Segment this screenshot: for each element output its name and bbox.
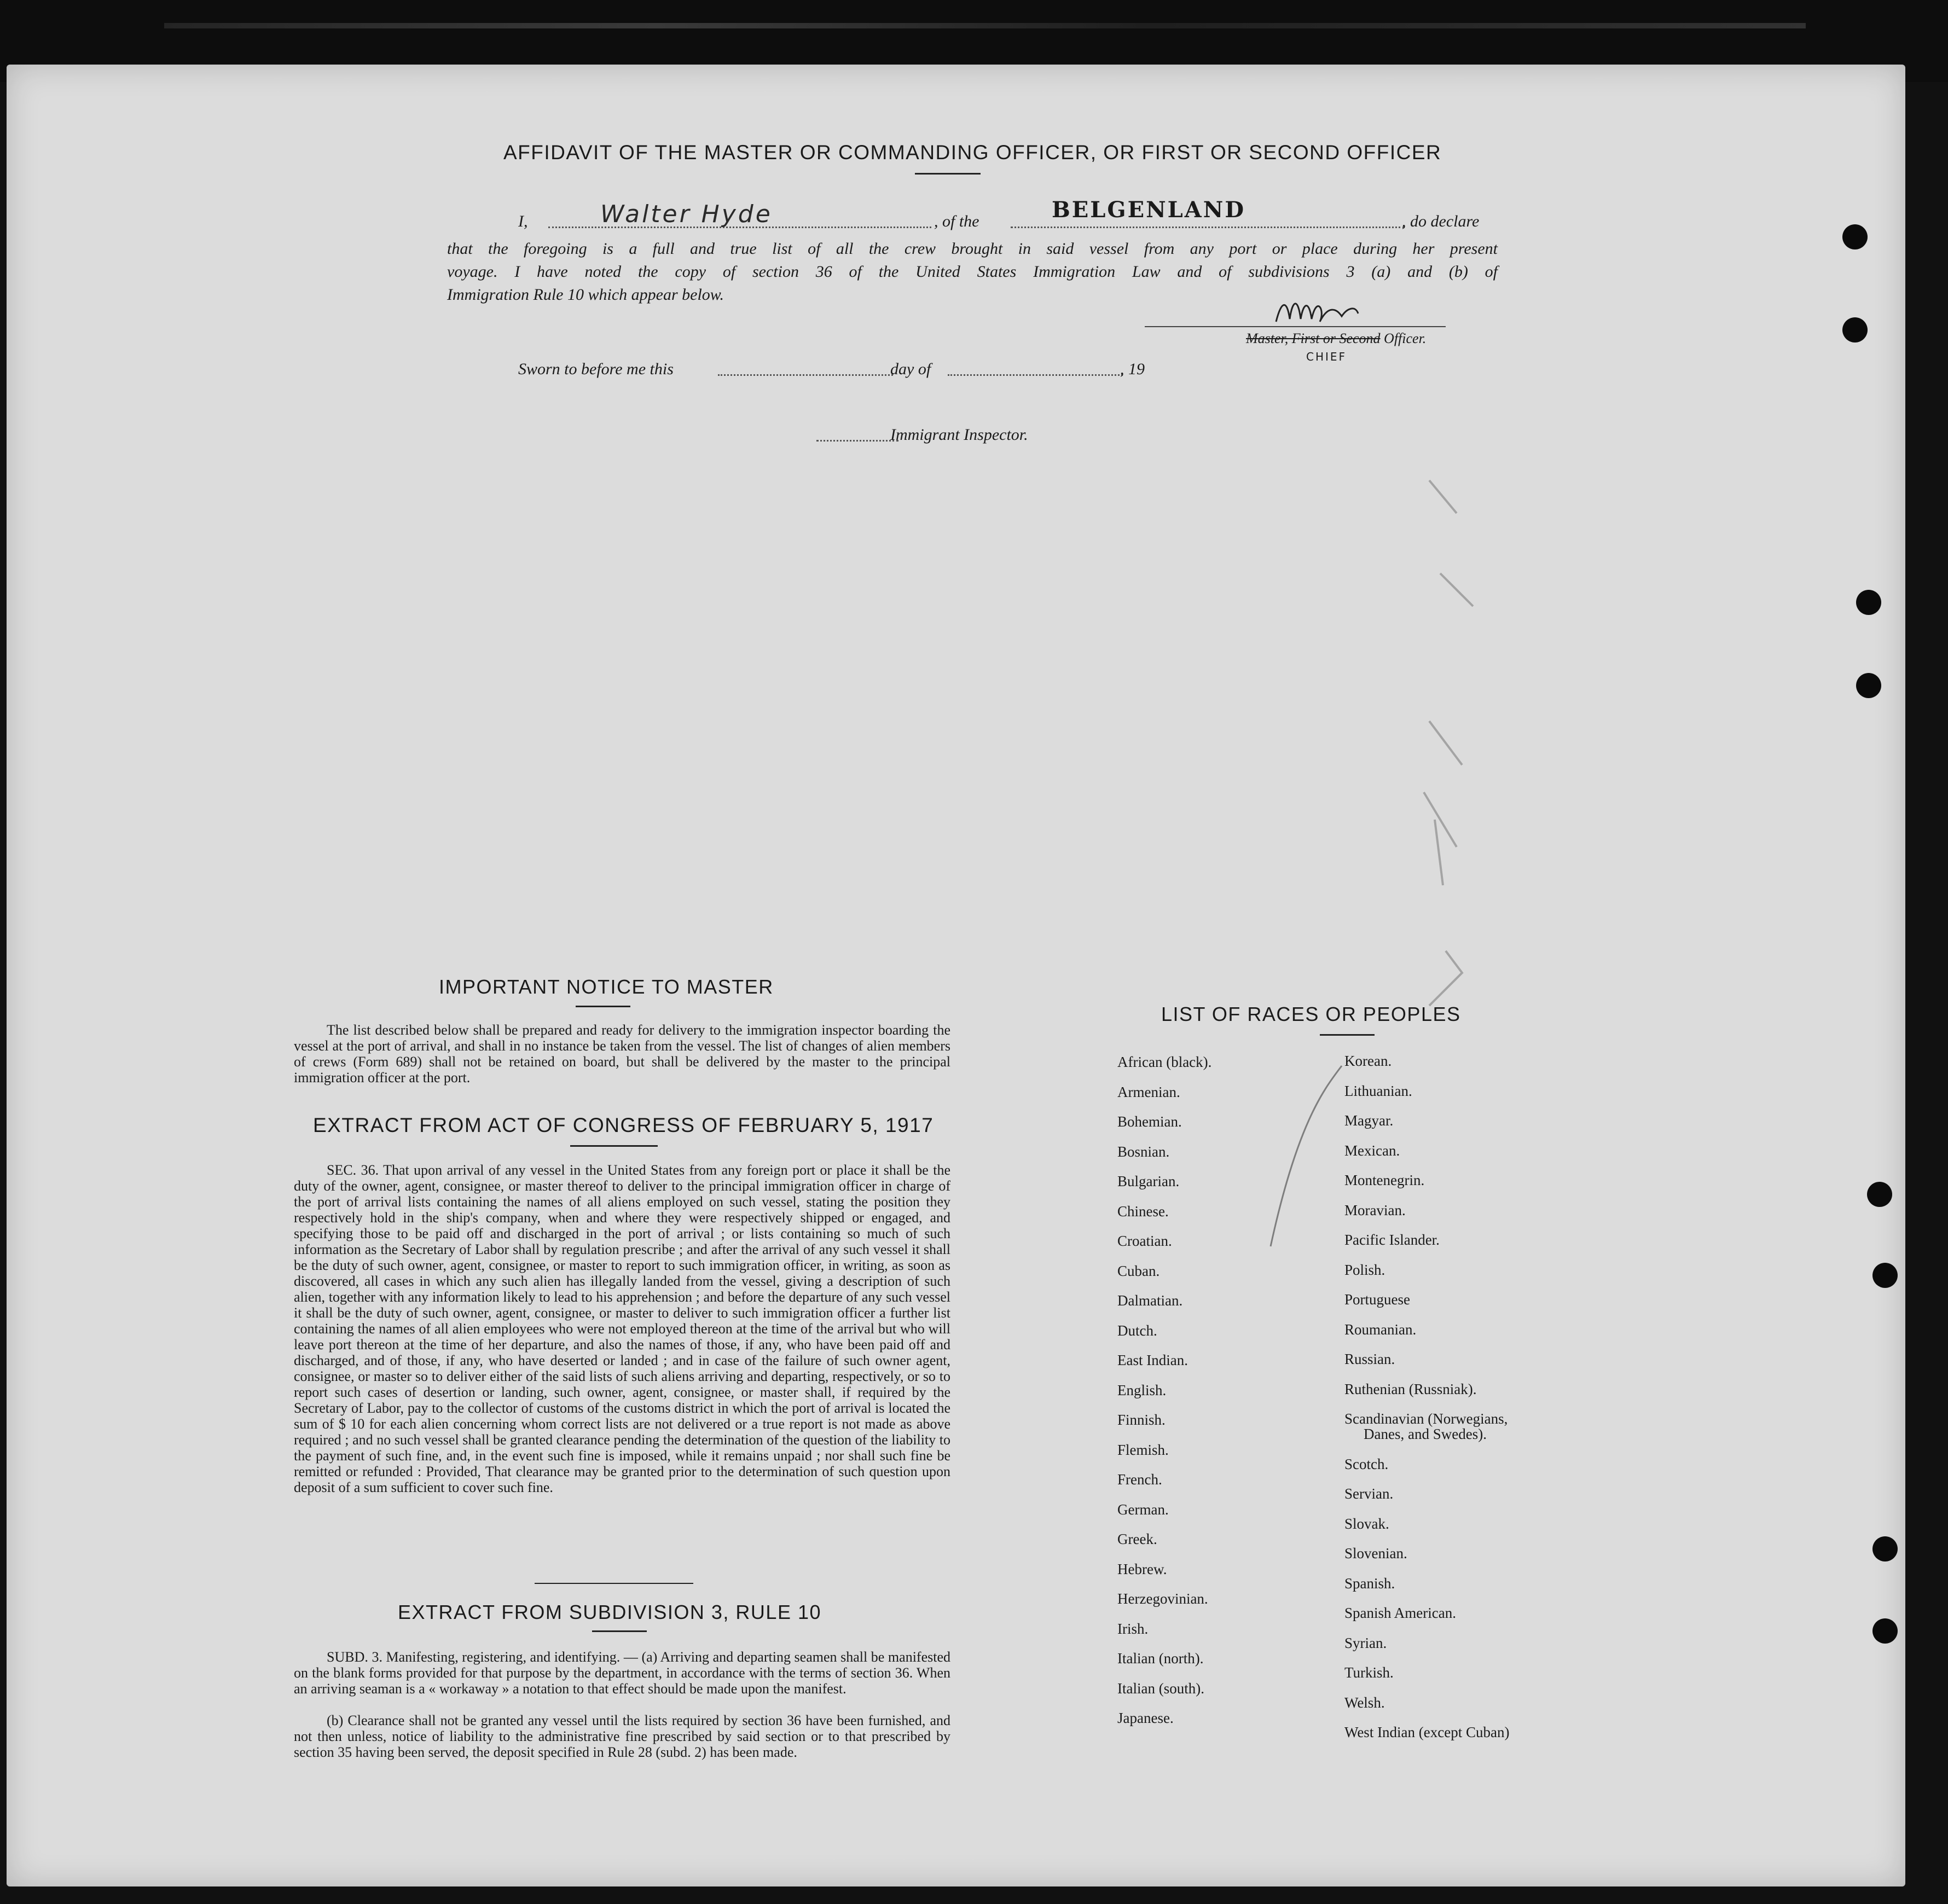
sworn-day-line — [718, 374, 893, 376]
race-item: Servian. — [1344, 1485, 1394, 1502]
race-item: Irish. — [1117, 1620, 1149, 1637]
day-of-label: day of — [890, 360, 931, 378]
race-item: Mexican. — [1344, 1142, 1400, 1159]
pencil-marks — [1347, 469, 1489, 1017]
rule-title: EXTRACT FROM SUBDIVISION 3, RULE 10 — [398, 1601, 821, 1623]
race-item: Hebrew. — [1117, 1560, 1167, 1577]
do-declare-label: , do declare — [1402, 212, 1480, 230]
notice-title: IMPORTANT NOTICE TO MASTER — [439, 976, 774, 998]
act-rule — [570, 1145, 658, 1147]
race-item: East Indian. — [1117, 1352, 1188, 1368]
of-the-label: , of the — [934, 212, 979, 230]
race-item: Danes, and Swedes). — [1364, 1426, 1487, 1442]
notice-rule — [576, 1006, 630, 1007]
race-item: Bosnian. — [1117, 1143, 1170, 1160]
race-item: Spanish American. — [1344, 1605, 1456, 1621]
document-page — [7, 65, 1905, 1886]
affidavit-line-3: voyage. I have noted the copy of section 36 of the United States Immigration Law and of subdivisions 3 (a) and (b) of — [447, 263, 1498, 281]
inspector-line — [816, 440, 898, 442]
races-rule — [1320, 1034, 1375, 1036]
race-item: Moravian. — [1344, 1201, 1406, 1218]
handwritten-rank: CHIEF — [1306, 350, 1347, 363]
race-item: Scandinavian (Norwegians, — [1344, 1410, 1508, 1427]
race-item: Slovenian. — [1344, 1545, 1407, 1561]
binder-hole — [1842, 317, 1868, 343]
race-item: Dalmatian. — [1117, 1292, 1183, 1309]
vessel-name-stamp: BELGENLAND — [1052, 197, 1246, 223]
race-item: West Indian (except Cuban) — [1344, 1724, 1510, 1740]
act-end-rule — [535, 1583, 693, 1584]
race-item: Flemish. — [1117, 1441, 1169, 1458]
race-item: Syrian. — [1344, 1634, 1387, 1651]
race-item: Korean. — [1344, 1053, 1392, 1069]
race-item: Croatian. — [1117, 1233, 1172, 1249]
struck-title: Master, First or Second — [1246, 330, 1381, 346]
rule-para-b: (b) Clearance shall not be granted any vessel until the lists required by section 36 have been furnished, and not then unless, notice of liability to the administrative fine prescribed by said section or to that prescribed by section 35 having been served, the deposit specified in Rule 28 (subd. 2) has been made. — [294, 1713, 950, 1760]
pencil-stroke — [1260, 1055, 1358, 1263]
race-item: Finnish. — [1117, 1412, 1166, 1428]
sworn-label: Sworn to before me this — [518, 360, 674, 378]
binder-hole — [1872, 1618, 1898, 1644]
race-item: Ruthenian (Russniak). — [1344, 1380, 1477, 1397]
binder-hole — [1872, 1263, 1898, 1288]
affidavit-line-4: Immigration Rule 10 which appear below. — [447, 286, 724, 304]
race-item: Armenian. — [1117, 1083, 1180, 1100]
race-item: Welsh. — [1344, 1694, 1385, 1711]
sworn-month-line — [948, 374, 1123, 376]
vessel-line — [1011, 227, 1405, 228]
race-item: Dutch. — [1117, 1322, 1157, 1339]
race-item: Bohemian. — [1117, 1113, 1182, 1130]
race-item: Herzegovinian. — [1117, 1590, 1208, 1607]
race-item: Chinese. — [1117, 1203, 1169, 1220]
race-item: Pacific Islander. — [1344, 1232, 1440, 1248]
officer-name: Walter Hyde — [600, 200, 773, 228]
binder-hole — [1872, 1536, 1898, 1561]
binder-hole — [1856, 590, 1881, 615]
i-label: I, — [518, 212, 528, 230]
affidavit-line-2: that the foregoing is a full and true list of all the crew brought in said vessel from any port or place during her present — [447, 240, 1498, 258]
race-item: Montenegrin. — [1344, 1172, 1425, 1188]
race-item: Lithuanian. — [1344, 1082, 1412, 1099]
race-item: Italian (north). — [1117, 1650, 1204, 1667]
race-item: Slovak. — [1344, 1515, 1389, 1532]
notice-text: The list described below shall be prepared and ready for delivery to the immigration inspector boarding the vessel at the port of arrival, and shall in no instance be taken from the vessel. The list of changes of alien members of crews (Form 689) shall not be retained on board, but shall be delivered by the master to the principal immigration officer at the port. — [294, 1022, 950, 1085]
race-item: Polish. — [1344, 1261, 1385, 1278]
officer-suffix: Officer. — [1380, 330, 1427, 346]
binder-hole — [1842, 224, 1868, 249]
race-item: Spanish. — [1344, 1575, 1395, 1592]
binder-hole — [1856, 673, 1881, 698]
race-item: Greek. — [1117, 1531, 1157, 1547]
race-item: Italian (south). — [1117, 1680, 1204, 1697]
race-item: English. — [1117, 1381, 1167, 1398]
race-item: Magyar. — [1344, 1112, 1394, 1129]
races-title: LIST OF RACES OR PEOPLES — [1161, 1003, 1461, 1025]
act-text: SEC. 36. That upon arrival of any vessel in the United States from any foreign port or place it shall be the duty of the owner, agent, consignee, or master thereof to deliver to the principal immigration officer in charge of the port of arrival lists containing the names of all aliens employed on such vessel, stating the position they respectively hold in the ship's company, when and where they were respectively shipped or engaged, and specifying those to be paid off and discharged in the port of arrival ; or lists containing so much of such information as the Secretary of Labor shall by regulation prescribe ; and after the arrival of any such vessel it shall be the duty of such owner, agent, consignee, or master to report to such immigration officer, in writing, as soon as discovered, all cases in which any such alien has illegally landed from the vessel, giving a description of such alien, together with any information likely to lead to his apprehension ; and before the departure of any such vessel it shall be the duty of such owner, agent, consignee, or master to deliver to such immigration officer a further list containing the names of all alien employees who were not employed thereon at the time of the arrival but who will leave port thereon at the time of her departure, and also the names of those, if any, who have been paid off and discharged, and of those, if any, who have deserted or landed ; and in case of the failure of such owner agent, consignee, or master so to deliver either of the said lists of such aliens arriving and departing, respectively, or so to report such cases of desertion or landing, such owner, agent, consignee, or master shall, if required by the Secretary of Labor, pay to the collector of customs of the customs district in which the port of arrival is located the sum of $ 10 for each alien concerning whom correct lists are not delivered or a true report is not made as above required ; and no such vessel shall be granted clearance pending the determination of the question of the liability to the payment of such fine, and, in the event such fine is imposed, while it remains unpaid ; nor shall such fine be remitted or refunded : Provided, That clearance may be granted prior to the determination of such question upon deposit of a sum sufficient to cover such fine. — [294, 1162, 950, 1495]
race-item: Russian. — [1344, 1351, 1395, 1367]
race-item: Turkish. — [1344, 1664, 1394, 1681]
act-title: EXTRACT FROM ACT OF CONGRESS OF FEBRUARY 5, 1917 — [313, 1114, 934, 1136]
binder-hole — [1867, 1182, 1892, 1207]
inspector-label: Immigrant Inspector. — [890, 426, 1028, 444]
rule-title-rule — [592, 1630, 647, 1632]
race-item: Scotch. — [1344, 1455, 1389, 1472]
year-label: , 19 — [1120, 360, 1145, 378]
race-item: African (black). — [1117, 1054, 1212, 1070]
signature-title — [1246, 330, 1426, 347]
affidavit-title: AFFIDAVIT OF THE MASTER OR COMMANDING OFFICER, OR FIRST OR SECOND OFFICER — [503, 141, 1442, 164]
signature-line — [1145, 326, 1446, 327]
race-item: Portuguese — [1344, 1291, 1410, 1308]
race-item: German. — [1117, 1501, 1169, 1518]
title-rule — [915, 173, 981, 175]
rule-para-a: SUBD. 3. Manifesting, registering, and identifying. — (a) Arriving and departing seamen shall be manifested on the blank forms provided for that purpose by the department, in accordance with the terms of section 36. When an arriving seaman is a « workaway » a notation to that effect should be made upon the manifest. — [294, 1649, 950, 1697]
race-item: Bulgarian. — [1117, 1173, 1180, 1189]
race-item: Cuban. — [1117, 1262, 1160, 1279]
race-item: French. — [1117, 1471, 1162, 1488]
race-item: Roumanian. — [1344, 1321, 1417, 1338]
race-item: Japanese. — [1117, 1710, 1174, 1726]
scan-streak — [164, 23, 1806, 28]
